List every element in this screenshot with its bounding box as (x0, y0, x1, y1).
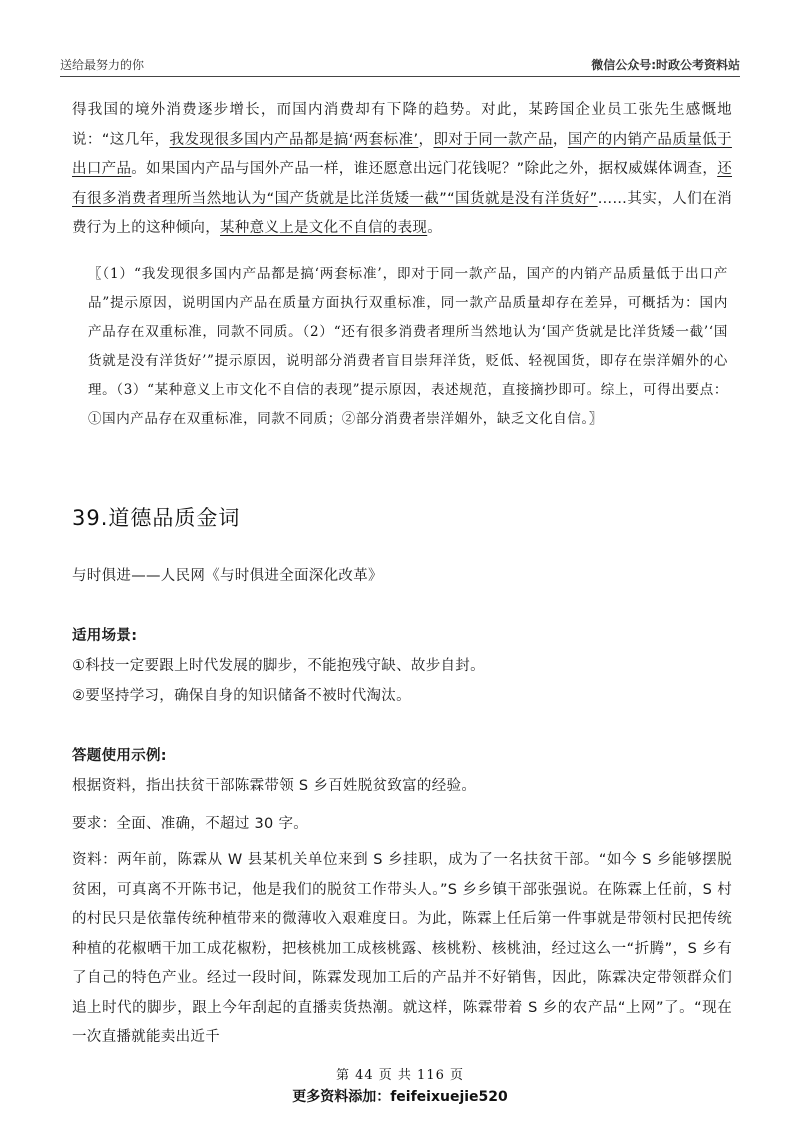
para-text: 。 (427, 220, 443, 236)
task-text: 根据资料，指出扶贫干部陈霖带领 S 乡百姓脱贫致富的经验。 (72, 778, 477, 794)
material-paragraph: 资料：两年前，陈霖从 W 县某机关单位来到 S 乡挂职，成为了一名扶贫干部。“如今 S 乡能够摆脱贫困，可真离不开陈书记，他是我们的脱贫工作带头人。”S 乡乡镇干部张强说。在陈霖上任前，S 村的村民只是依靠传统种植带来的微薄收入艰难度日。为此，陈霖上任后第一件事就是带领村民把传统种植的花椒晒干加工成花椒粉，把核桃加工成核桃露、核桃粉、核桃油，经过这么一“折腾”，S 乡有了自己的特色产业。经过一段时间，陈霖发现加工后的产品并不好销售，因此，陈霖决定带领群众们追上时代的脚步，跟上今年刮起的直播卖货热潮。就这样，陈霖带着 S 乡的农产品“上网”了。“现在一次直播就能卖出近千 (72, 852, 732, 1045)
analysis-note: 〖（1）“我发现很多国内产品都是搞‘两套标准’，即对于同一款产品，国产的内销产品质量低于出口产品”提示原因，说明国内产品在质量方面执行双重标准，同一款产品质量却存在差异，可概括为：国内产品存在双重标准，同款不同质。（2）“还有很多消费者理所当然地认为‘国产货就是比洋货矮一截’‘国货就是没有洋货好’”提示原因，说明部分消费者盲目崇拜洋货，贬低、轻视国货，即存在崇洋媚外的心理。（3）“某种意义上市文化不自信的表现”提示原因，表述规范，直接摘抄即可。综上，可得出要点：①国内产品存在双重标准，同款不同质；②部分消费者崇洋媚外，缺乏文化自信。〗 (88, 266, 728, 427)
example-label: 答题使用示例: (72, 748, 167, 764)
footer-contact: 更多资料添加：feifeixuejie520 (292, 1089, 508, 1105)
underlined-quote: 即对于同一款产品 (433, 131, 553, 148)
underlined-quote: 还有很多消费者理所当然地认为“国产货就是比洋货矮一截”“国货就是没有洋货好” (72, 161, 732, 207)
page-number: 第 44 页 共 116 页 (335, 1068, 465, 1083)
golden-phrase: 与时俱进——人民网《与时俱进全面深化改革》 (72, 568, 383, 584)
header-left-text: 送给最努力的你 (60, 58, 145, 72)
para-text: 得我国的境外消费逐步增长，而国内消费却有下降的趋势。对此，某跨国企业员工张先生感慨地说：“这几年， (72, 102, 732, 148)
page-header (60, 52, 740, 77)
scenario-item: ①科技一定要跟上时代发展的脚步，不能抱残守缺、故步自封。 (72, 658, 485, 674)
para-text: 。如果国内产品与国外产品一样，谁还愿意出远门花钱呢？”除此之外，据权威媒体调查， (131, 161, 718, 177)
underlined-quote: 某种意义上是文化不自信的表现 (220, 220, 428, 236)
underlined-quote: 国产的内销产品质量低于出口产品 (72, 131, 732, 177)
case-paragraph (72, 96, 732, 244)
header-right-text: 微信公众号:时政公考资料站 (591, 58, 740, 72)
section-title: 39.道德品质金词 (72, 506, 241, 530)
para-text: ， (418, 131, 434, 148)
scenario-item: ②要坚持学习，确保自身的知识储备不被时代淘汰。 (72, 688, 411, 704)
para-text: ， (552, 131, 568, 148)
requirement-text: 要求：全面、准确，不超过 30 字。 (72, 816, 309, 832)
para-text: ……其实，人们在消费行为上的这种倾向， (72, 190, 732, 236)
underlined-quote: 我发现很多国内产品都是搞‘两套标准’ (169, 131, 419, 148)
scenario-label: 适用场景: (72, 628, 138, 644)
